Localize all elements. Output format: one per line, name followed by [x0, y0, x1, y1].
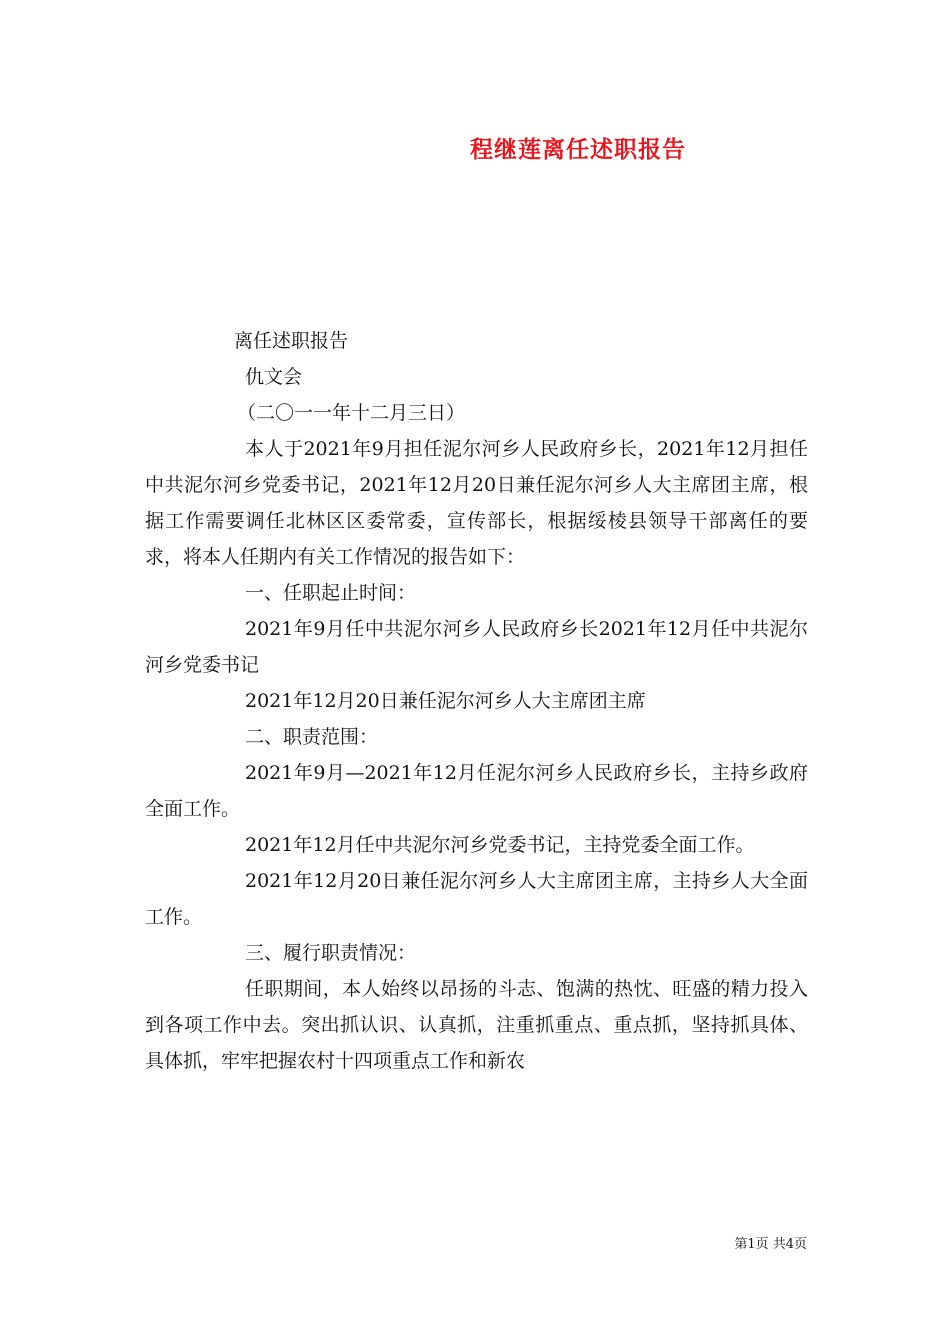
- report-date: （二〇一一年十二月三日）: [237, 402, 466, 424]
- report-heading: 离任述职报告: [234, 330, 349, 352]
- section-heading-performance: 三、履行职责情况：: [245, 942, 417, 964]
- paragraph-duty-2: 2021年12月任中共泥尔河乡党委书记，主持党委全面工作。: [245, 834, 755, 856]
- author-name: 仇文会: [245, 366, 303, 388]
- document-body: [145, 323, 808, 1079]
- paragraph-duty-3: 2021年12月20日兼任泥尔河乡人大主席团主席，主持乡人大全面工作。: [145, 870, 808, 928]
- paragraph-term-2: 2021年12月20日兼任泥尔河乡人大主席团主席: [245, 690, 646, 712]
- paragraph-performance: 任职期间，本人始终以昂扬的斗志、饱满的热忱、旺盛的精力投入到各项工作中去。突出抓认识、认真抓，注重抓重点、重点抓，坚持抓具体、具体抓，牢牢把握农村十四项重点工作和新农: [145, 978, 808, 1072]
- paragraph-duty-1: 2021年9月—2021年12月任泥尔河乡人民政府乡长，主持乡政府全面工作。: [145, 762, 808, 820]
- paragraph-term-1: 2021年9月任中共泥尔河乡人民政府乡长2021年12月任中共泥尔河乡党委书记: [145, 618, 808, 676]
- section-heading-term: 一、任职起止时间：: [245, 582, 417, 604]
- section-heading-duties: 二、职责范围：: [245, 726, 379, 748]
- document-title: 程继莲离任述职报告: [470, 136, 686, 163]
- paragraph-intro: 本人于2021年9月担任泥尔河乡人民政府乡长，2021年12月担任中共泥尔河乡党委书记，2021年12月20日兼任泥尔河乡人大主席团主席，根据工作需要调任北林区区委常委，宣传部长，根据绥棱县领导干部离任的要求，将本人任期内有关工作情况的报告如下：: [145, 438, 808, 568]
- page-number-footer: 第1页 共4页: [734, 1237, 807, 1252]
